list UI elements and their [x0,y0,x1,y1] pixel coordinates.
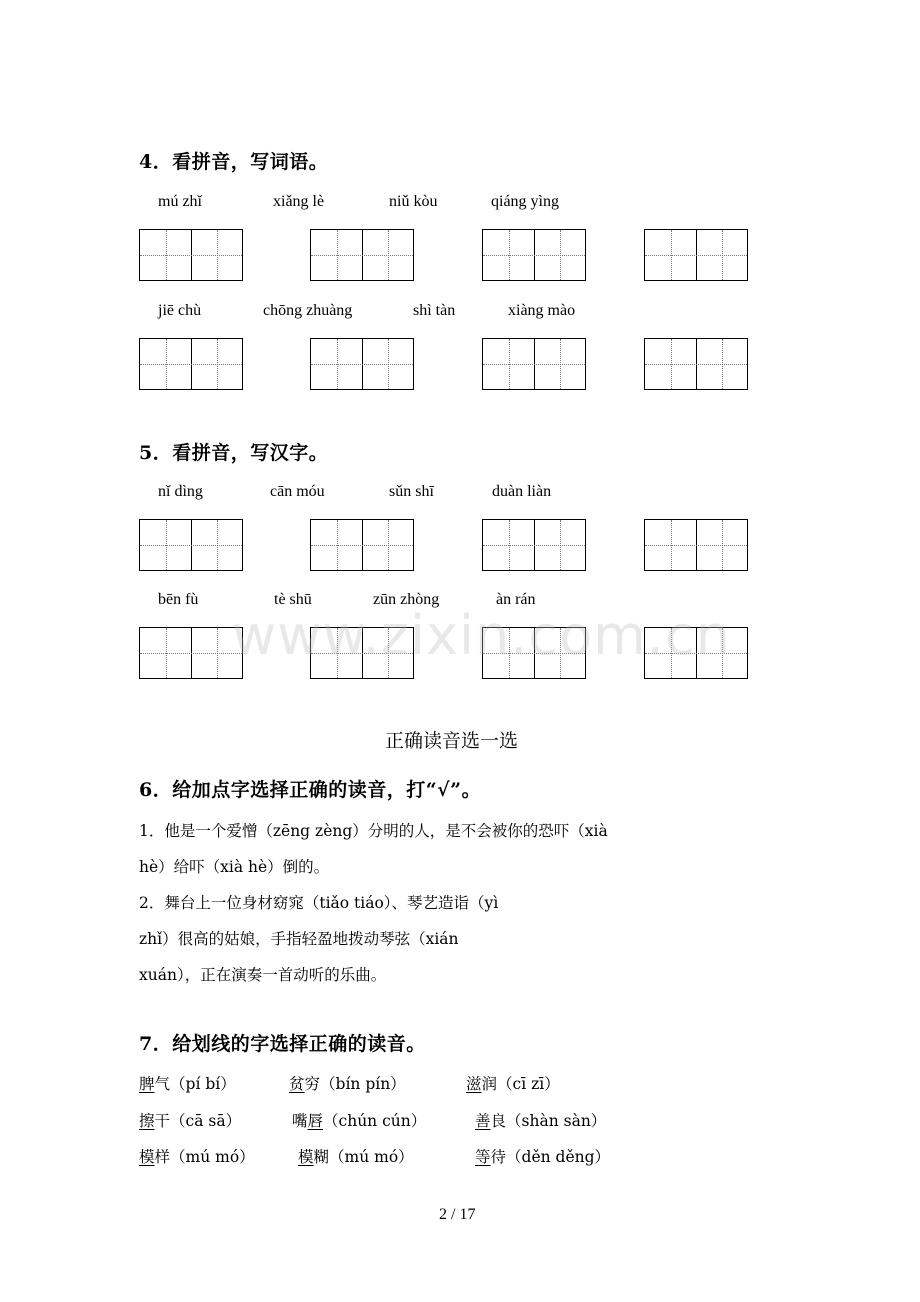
writing-grid[interactable] [310,519,414,571]
reading-choice[interactable] [475,1145,610,1167]
reading-choice[interactable] [298,1145,414,1167]
word-pre: 嘴 [292,1112,308,1130]
reading-choice[interactable] [292,1109,426,1131]
underlined-char: 模 [298,1148,314,1166]
reading-choice[interactable] [139,1145,255,1167]
page-number: 2 / 17 [439,1206,476,1223]
pinyin-label: qiáng yìng [491,193,559,210]
writing-grid[interactable] [644,338,748,390]
word-rest: 气 [154,1075,171,1093]
underlined-char: 唇 [307,1112,324,1130]
writing-grid[interactable] [482,519,586,571]
pinyin-label: tè shū [274,591,312,608]
pinyin-label: bēn fù [158,591,199,608]
underlined-char: 脾 [139,1075,155,1093]
watermark: www.zixin.com.cn [232,604,731,667]
pinyin-label: xiǎng lè [273,193,325,210]
word-rest: 待 [490,1148,507,1166]
pinyin-options: （shàn sàn） [506,1112,607,1130]
pinyin-label: duàn liàn [492,483,552,500]
pinyin-label: zūn zhòng [373,591,440,608]
writing-grid[interactable] [139,627,243,679]
pinyin-label: niǔ kòu [389,193,438,210]
word-rest: 干 [154,1112,171,1130]
reading-choice[interactable] [289,1072,406,1094]
q5-title: 5．看拼音，写汉字。 [139,442,329,464]
pinyin-label: xiàng mào [508,302,576,319]
underlined-char: 贫 [289,1075,305,1093]
word-rest: 样 [154,1148,171,1166]
q6-line: xuán），正在演奏一首动听的乐曲。 [139,966,387,984]
q6-line: 2．舞台上一位身材窈窕（tiǎo tiáo）、琴艺造诣（yì [139,894,499,912]
section-title: 正确读音选一选 [385,730,519,752]
underlined-char: 擦 [139,1112,155,1130]
pinyin-options: （cī zī） [497,1075,560,1093]
writing-grid[interactable] [139,338,243,390]
writing-grid[interactable] [310,338,414,390]
underlined-char: 善 [475,1112,491,1130]
writing-grid[interactable] [310,229,414,281]
pinyin-options: （mú mó） [329,1148,414,1166]
reading-choice[interactable] [139,1072,236,1094]
word-rest: 糊 [313,1148,330,1166]
word-rest: 穷 [304,1075,321,1093]
pinyin-options: （mú mó） [170,1148,255,1166]
writing-grid[interactable] [644,229,748,281]
q6-line: zhǐ）很高的姑娘，手指轻盈地拨动琴弦（xián [139,930,459,948]
pinyin-label: cān móu [270,483,325,500]
pinyin-options: （chún cún） [323,1112,427,1130]
writing-grid[interactable] [139,229,243,281]
pinyin-label: sǔn shī [389,483,434,500]
pinyin-options: （bín pín） [320,1075,406,1093]
pinyin-options: （děn děng） [506,1148,611,1166]
writing-grid[interactable] [482,338,586,390]
pinyin-label: shì tàn [413,302,456,319]
underlined-char: 等 [475,1148,491,1166]
q6-title: 6．给加点字选择正确的读音，打“√”。 [139,779,482,801]
q4-title: 4．看拼音，写词语。 [139,151,329,173]
q6-line: hè）给吓（xià hè）倒的。 [139,858,330,876]
underlined-char: 模 [139,1148,155,1166]
reading-choice[interactable] [475,1109,606,1131]
word-rest: 良 [490,1112,507,1130]
pinyin-label: mú zhǐ [158,193,202,210]
underlined-char: 滋 [466,1075,482,1093]
reading-choice[interactable] [139,1109,241,1131]
pinyin-options: （cā sā） [170,1112,242,1130]
pinyin-label: nǐ dìng [158,483,203,500]
pinyin-options: （pí bí） [170,1075,236,1093]
pinyin-label: chōng zhuàng [263,302,353,319]
q7-title: 7．给划线的字选择正确的读音。 [139,1033,426,1055]
reading-choice[interactable] [466,1072,560,1094]
writing-grid[interactable] [482,229,586,281]
q6-line: 1．他是一个爱憎（zēng zèng）分明的人，是不会被你的恐吓（xià [139,822,608,840]
pinyin-label: àn rán [496,591,536,608]
writing-grid[interactable] [644,519,748,571]
writing-grid[interactable] [139,519,243,571]
pinyin-label: jiē chù [158,302,202,319]
word-rest: 润 [481,1075,498,1093]
